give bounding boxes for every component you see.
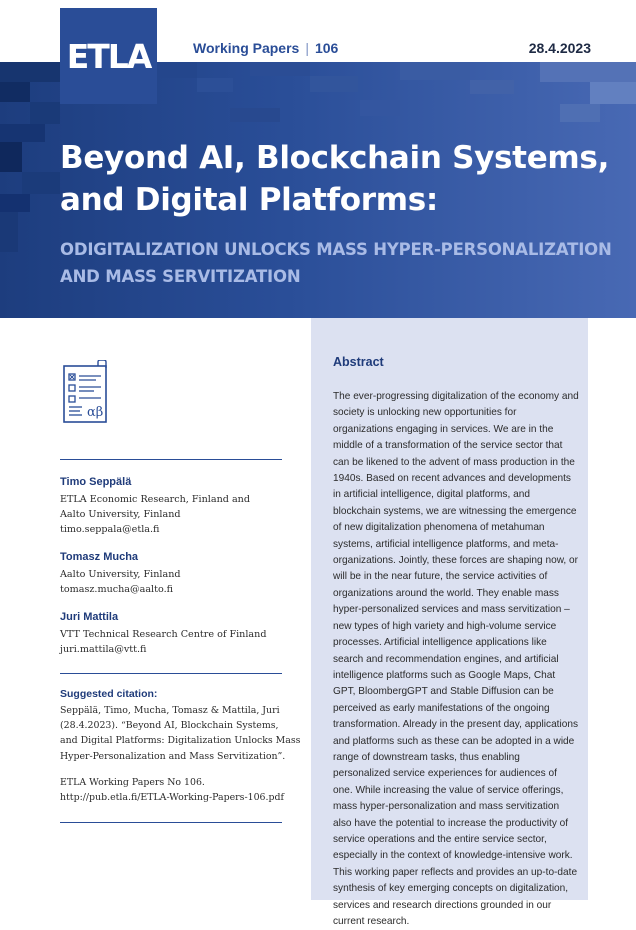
divider	[60, 822, 282, 823]
title-line-2: and Digital Platforms:	[60, 182, 439, 218]
author-block	[60, 551, 290, 597]
subtitle-line-1: ODIGITALIZATION UNLOCKS MASS HYPER-PERSONALIZATION	[60, 240, 612, 259]
series-number: 106	[314, 40, 339, 56]
author-name: Timo Seppälä	[60, 476, 132, 488]
paper-icon-symbol: αβ	[87, 405, 104, 420]
citation-line: Hyper-Personalization and Mass Servitization”.	[60, 750, 286, 762]
author-affiliation: Aalto University, Finland	[60, 569, 181, 580]
paper-title	[60, 137, 620, 221]
author-block	[60, 611, 290, 657]
logo-text: ETLA	[66, 36, 151, 76]
abstract-body: The ever-progressing digitalization of the economy and society is unlocking new opportunities for organizations engaging in services. We are in the middle of a transformation of the service sector that can be likened to the advent of mass production in the 1940s. Based on recent advances and developments in artificial intelligence, digital platforms, and blockchain systems, we are witnessing the emergence of new digitalization phenomena of metahuman systems, artificial intelligence platforms, and meta-organizations. Jointly, these forces are shaping now, or will be in the near future, the service activities of organizations around the world. They enable mass hyper-personalized services and mass servitization – new types of high variety and high-volume service processes. Artificial intelligence applications like search and recommendation engines, and artificial intelligence platforms such as Google Maps, Chat GPT, BloombergGPT and Stable Diffusion can be perceived as early manifestations of the ongoing transformation. Already in the present day, applications and platforms such as these can be adopted in a wide range of downstream tasks, thus enabling personalized service experiences for audiences of one. While increasing the value of service offerings, mass hyper-personalization and mass servitization also have the potential to increase the productivity of service operations and the entire service sector, especially in the context of knowledge-intensive work. This working paper reflects and provides an up-to-date synthesis of key emerging concepts on digitalization, services and research directions grounded in our current research.	[333, 391, 579, 927]
suggested-citation	[60, 688, 301, 764]
divider	[60, 673, 282, 674]
series-name: Working Papers	[193, 40, 300, 56]
author-affiliation: ETLA Economic Research, Finland and	[60, 494, 251, 505]
series-reference: ETLA Working Papers No 106.	[60, 777, 205, 788]
author-name: Tomasz Mucha	[60, 551, 139, 563]
abstract-heading: Abstract	[333, 355, 384, 369]
author-email: tomasz.mucha@aalto.fi	[60, 584, 174, 595]
publication-reference	[60, 775, 290, 805]
paper-subtitle	[60, 236, 620, 290]
etla-logo	[60, 8, 157, 104]
author-name: Juri Mattila	[60, 611, 119, 623]
divider	[60, 459, 282, 460]
author-email: juri.mattila@vtt.fi	[60, 644, 147, 655]
series-separator: |	[305, 40, 309, 56]
citation-heading: Suggested citation:	[60, 688, 158, 700]
series-label	[193, 40, 338, 56]
abstract-panel	[311, 318, 588, 927]
citation-line: (28.4.2023). “Beyond AI, Blockchain Systems,	[60, 720, 279, 732]
author-affiliation: VTT Technical Research Centre of Finland	[60, 629, 267, 640]
document-alpha-beta-icon	[60, 360, 114, 426]
pdf-url[interactable]: http://pub.etla.fi/ETLA-Working-Papers-106.pdf	[60, 792, 284, 804]
publication-date: 28.4.2023	[528, 40, 591, 56]
citation-line: Seppälä, Timo, Mucha, Tomasz & Mattila, Juri	[60, 705, 280, 716]
subtitle-line-2: AND MASS SERVITIZATION	[60, 267, 301, 286]
author-email: timo.seppala@etla.fi	[60, 524, 160, 535]
title-line-1: Beyond AI, Blockchain Systems,	[60, 140, 610, 176]
author-affiliation: Aalto University, Finland	[60, 509, 181, 520]
author-block	[60, 476, 290, 537]
citation-line: and Digital Platforms: Digitalization Unlocks Mass	[60, 735, 301, 747]
